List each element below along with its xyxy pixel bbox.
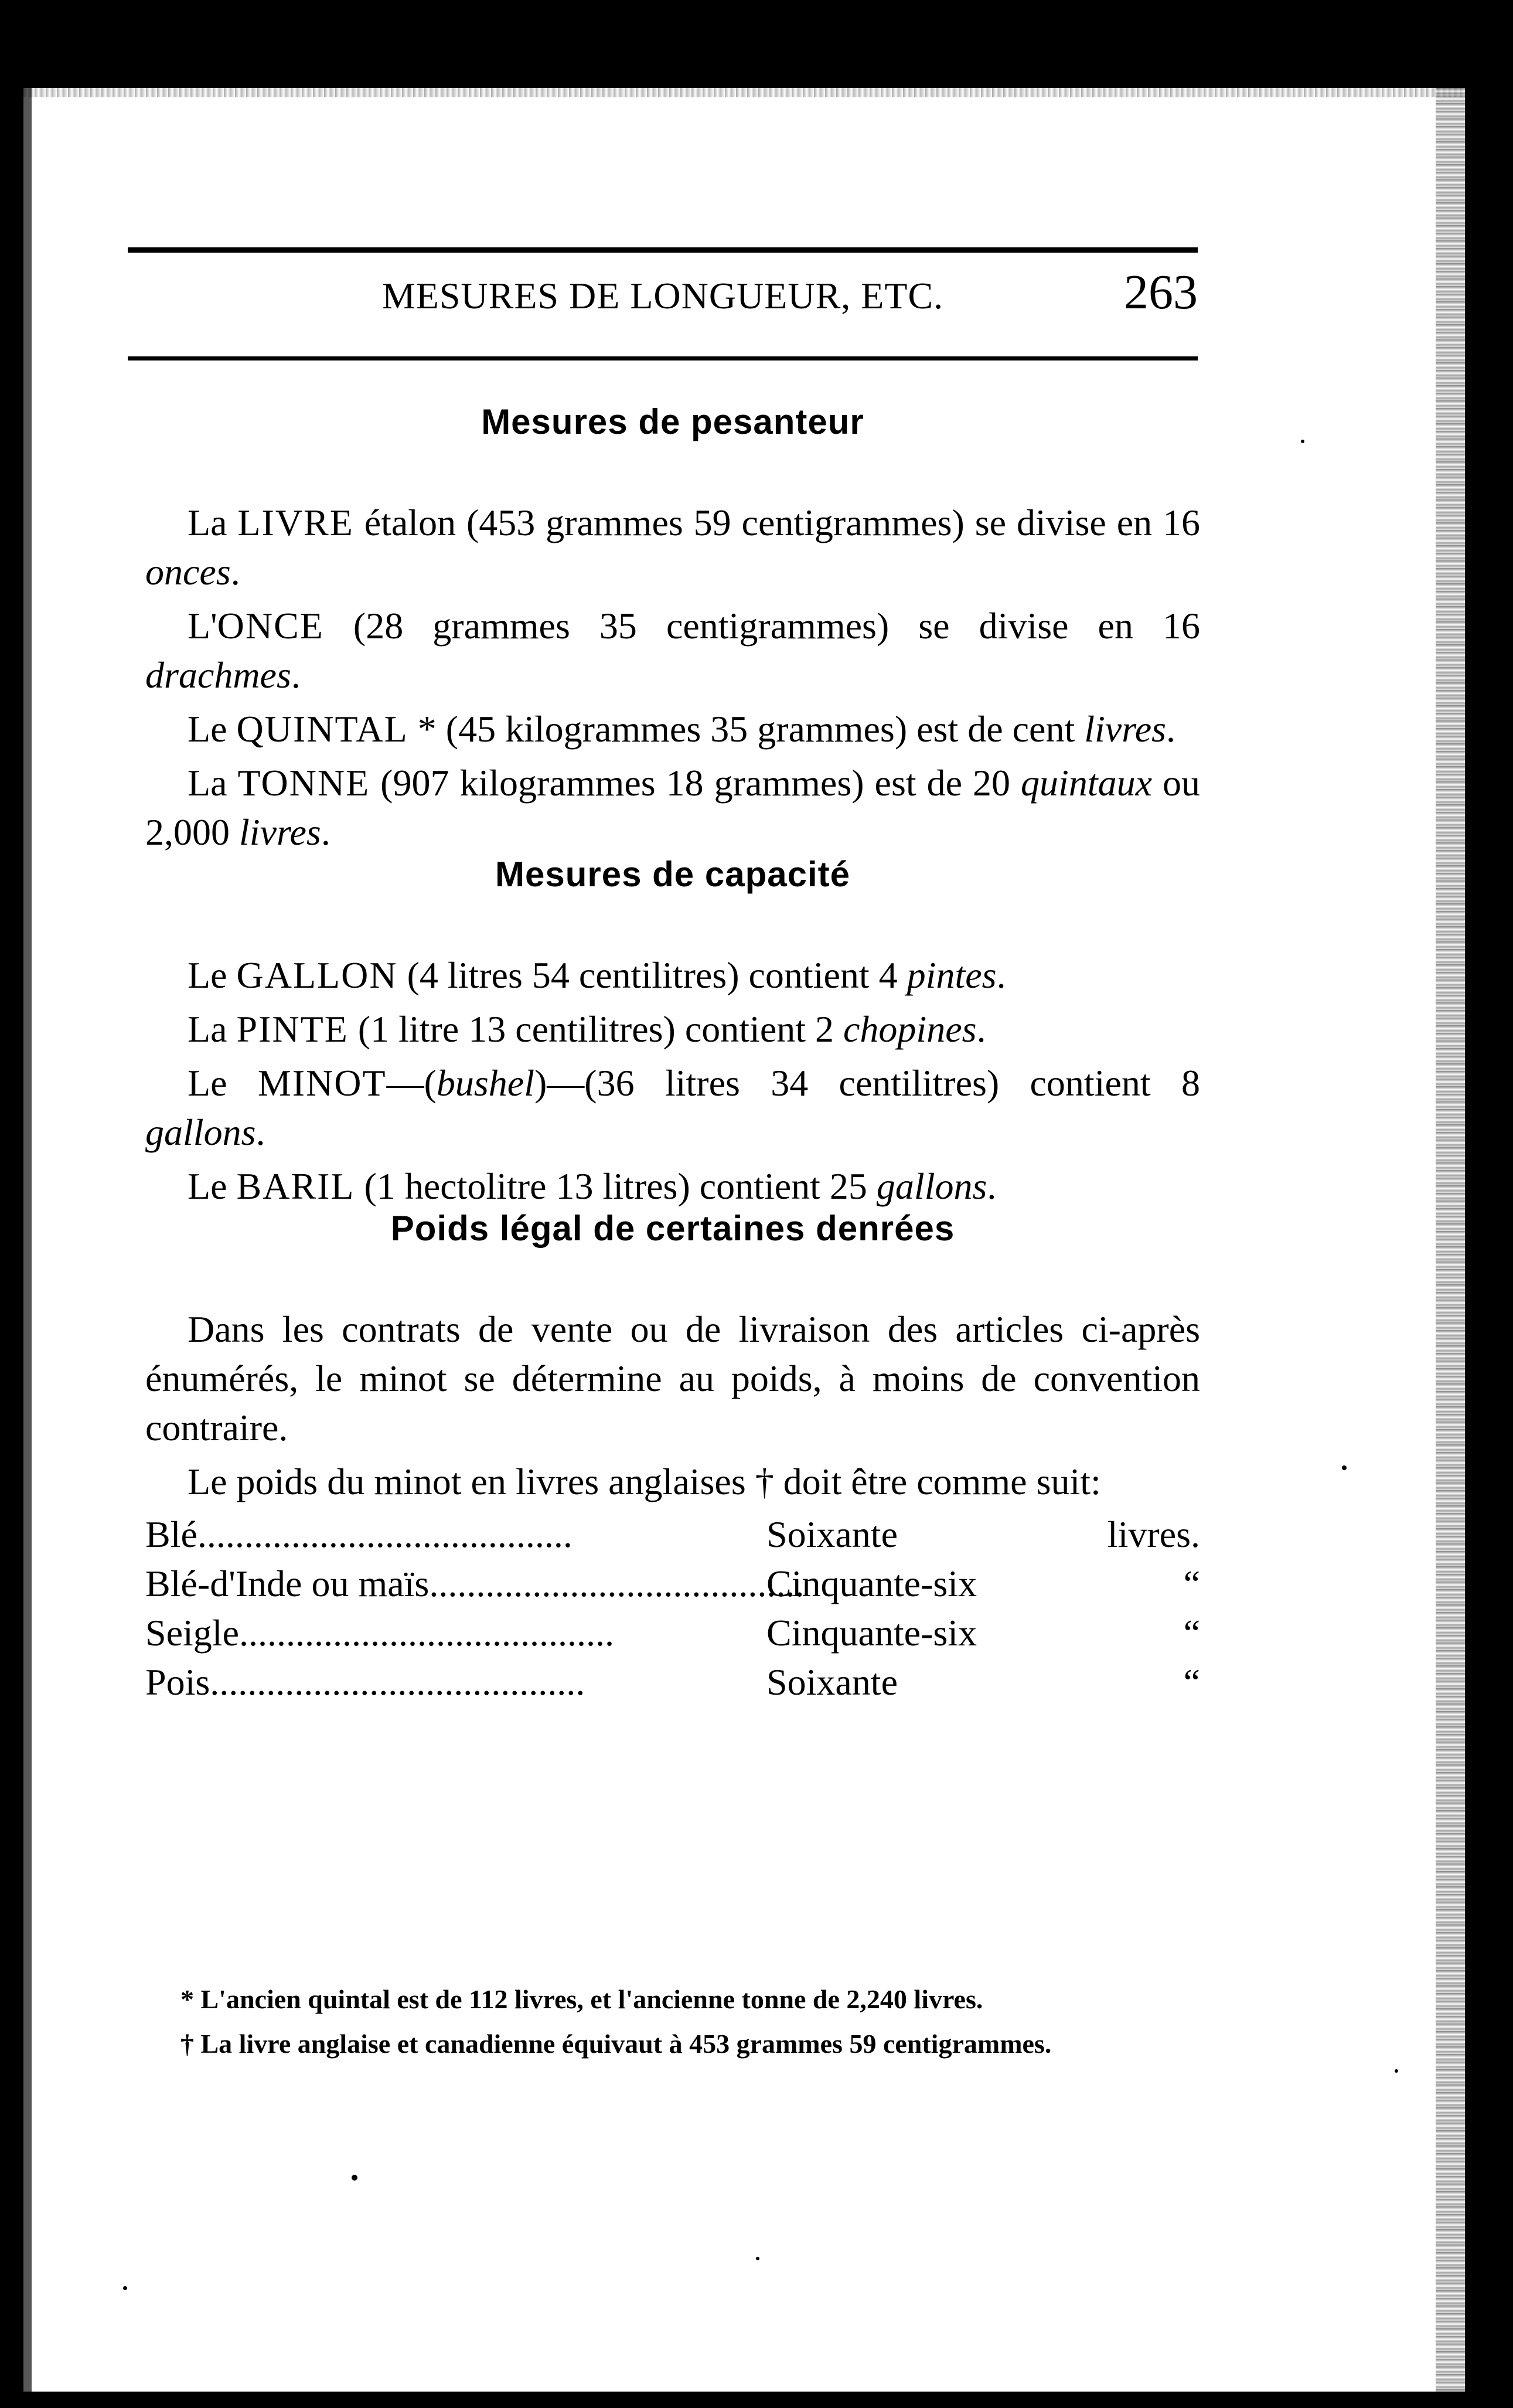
- grain-unit: “: [1183, 1563, 1200, 1604]
- term-baril: BARIL: [236, 1165, 355, 1207]
- scan-speck: [1395, 2069, 1398, 2073]
- scan-speck: [352, 2175, 357, 2181]
- paragraph-gallon: Le GALLON (4 litres 54 centilitres) contient 4 pintes.: [188, 954, 1006, 996]
- section-heading-capacite: Mesures de capacité: [495, 855, 850, 894]
- term-livres: livres: [1084, 708, 1167, 750]
- term-once: ONCE: [217, 605, 324, 647]
- page-edge-left: [23, 88, 32, 2392]
- paragraph-minot: Le MINOT—(bushel)—(36 litres 34 centilitres) contient 8 gallons.: [145, 1062, 1201, 1153]
- page-edge-top: [23, 88, 1465, 97]
- footnote-livre-anglaise: † La livre anglaise et canadienne équivaut à 453 grammes 59 centigrammes.: [180, 2029, 1052, 2059]
- grain-unit: “: [1183, 1661, 1200, 1703]
- term-pintes: pintes: [907, 954, 997, 996]
- term-drachmes: drachmes: [145, 654, 291, 696]
- term-quintal: QUINTAL: [236, 708, 408, 750]
- section-heading-poids-legal: Poids légal de certaines denrées: [390, 1209, 955, 1248]
- term-minot: MINOT: [257, 1062, 387, 1104]
- paragraph-baril: Le BARIL (1 hectolitre 13 litres) contient 25 gallons.: [188, 1165, 997, 1207]
- term-livres: livres: [239, 811, 321, 853]
- term-onces: onces: [145, 551, 231, 593]
- scan-speck: [123, 2286, 127, 2290]
- dot-leader: ........................................: [429, 1563, 805, 1604]
- term-pinte: PINTE: [236, 1008, 349, 1050]
- page-number: 263: [1124, 265, 1198, 319]
- table-row: [145, 1658, 1200, 1707]
- term-gallon: GALLON: [236, 954, 398, 996]
- paragraph-pinte: La PINTE (1 litre 13 centilitres) contient 2 chopines.: [188, 1008, 986, 1050]
- paragraph-once: L'ONCE (28 grammes 35 centigrammes) se divise en 16 drachmes.: [145, 605, 1200, 696]
- scan-speck: [1342, 1465, 1347, 1470]
- header-rule-top: [128, 247, 1198, 253]
- term-gallons: gallons: [145, 1111, 256, 1153]
- table-row: [145, 1510, 1200, 1559]
- term-tonne: TONNE: [237, 762, 370, 804]
- weights-table: [145, 1510, 1200, 1707]
- grain-unit: livres.: [1107, 1513, 1200, 1555]
- footnote-quintal: * L'ancien quintal est de 112 livres, et l'ancienne tonne de 2,240 livres.: [180, 1984, 983, 2014]
- paragraph-tonne: La TONNE (907 kilogrammes 18 grammes) est de 20 quintaux ou 2,000 livres.: [145, 762, 1201, 853]
- book-page: [23, 88, 1465, 2392]
- grain-weight: Soixante: [766, 1661, 898, 1703]
- grain-weight: Cinquante-six: [766, 1563, 977, 1604]
- term-bushel: bushel: [436, 1062, 534, 1104]
- term-gallons: gallons: [876, 1165, 987, 1207]
- table-row: [145, 1559, 1200, 1608]
- page-edge-right: [1436, 88, 1465, 2392]
- grain-name: Seigle........................................: [145, 1612, 614, 1654]
- paragraph-quintal: Le QUINTAL * (45 kilogrammes 35 grammes) est de cent livres.: [188, 708, 1176, 750]
- page-body: [145, 404, 1200, 1707]
- header-rule-bottom: [128, 356, 1198, 360]
- grain-name: Blé........................................: [145, 1513, 573, 1555]
- paragraph-poids-minot: Le poids du minot en livres anglaises † doit être comme suit:: [188, 1461, 1101, 1502]
- running-title: MESURES DE LONGUEUR, ETC.: [381, 275, 944, 317]
- running-head: [128, 264, 1198, 346]
- grain-name: Pois........................................: [145, 1661, 585, 1703]
- paragraph-livre: La LIVRE étalon (453 grammes 59 centigrammes) se divise en 16 onces.: [145, 502, 1201, 593]
- footnotes: [145, 1981, 1200, 2070]
- grain-name: Blé-d'Inde ou maïs........................................: [145, 1563, 805, 1604]
- term-chopines: chopines: [843, 1008, 977, 1050]
- dot-leader: ........................................: [197, 1513, 573, 1555]
- table-row: [145, 1608, 1200, 1658]
- dot-leader: ........................................: [238, 1612, 614, 1654]
- grain-weight: Cinquante-six: [766, 1612, 977, 1654]
- dot-leader: ........................................: [210, 1661, 585, 1703]
- scan-speck: [756, 2257, 759, 2260]
- grain-unit: “: [1183, 1612, 1200, 1654]
- term-livre: LIVRE: [237, 502, 354, 543]
- term-quintaux: quintaux: [1021, 762, 1153, 804]
- grain-weight: Soixante: [766, 1513, 898, 1555]
- scan-speck: [1301, 440, 1304, 443]
- section-heading-pesanteur: Mesures de pesanteur: [481, 402, 864, 441]
- paragraph-contrats: Dans les contrats de vente ou de livraison des articles ci-après énumérés, le minot se détermine au poids, à moins de convention contraire.: [145, 1308, 1200, 1448]
